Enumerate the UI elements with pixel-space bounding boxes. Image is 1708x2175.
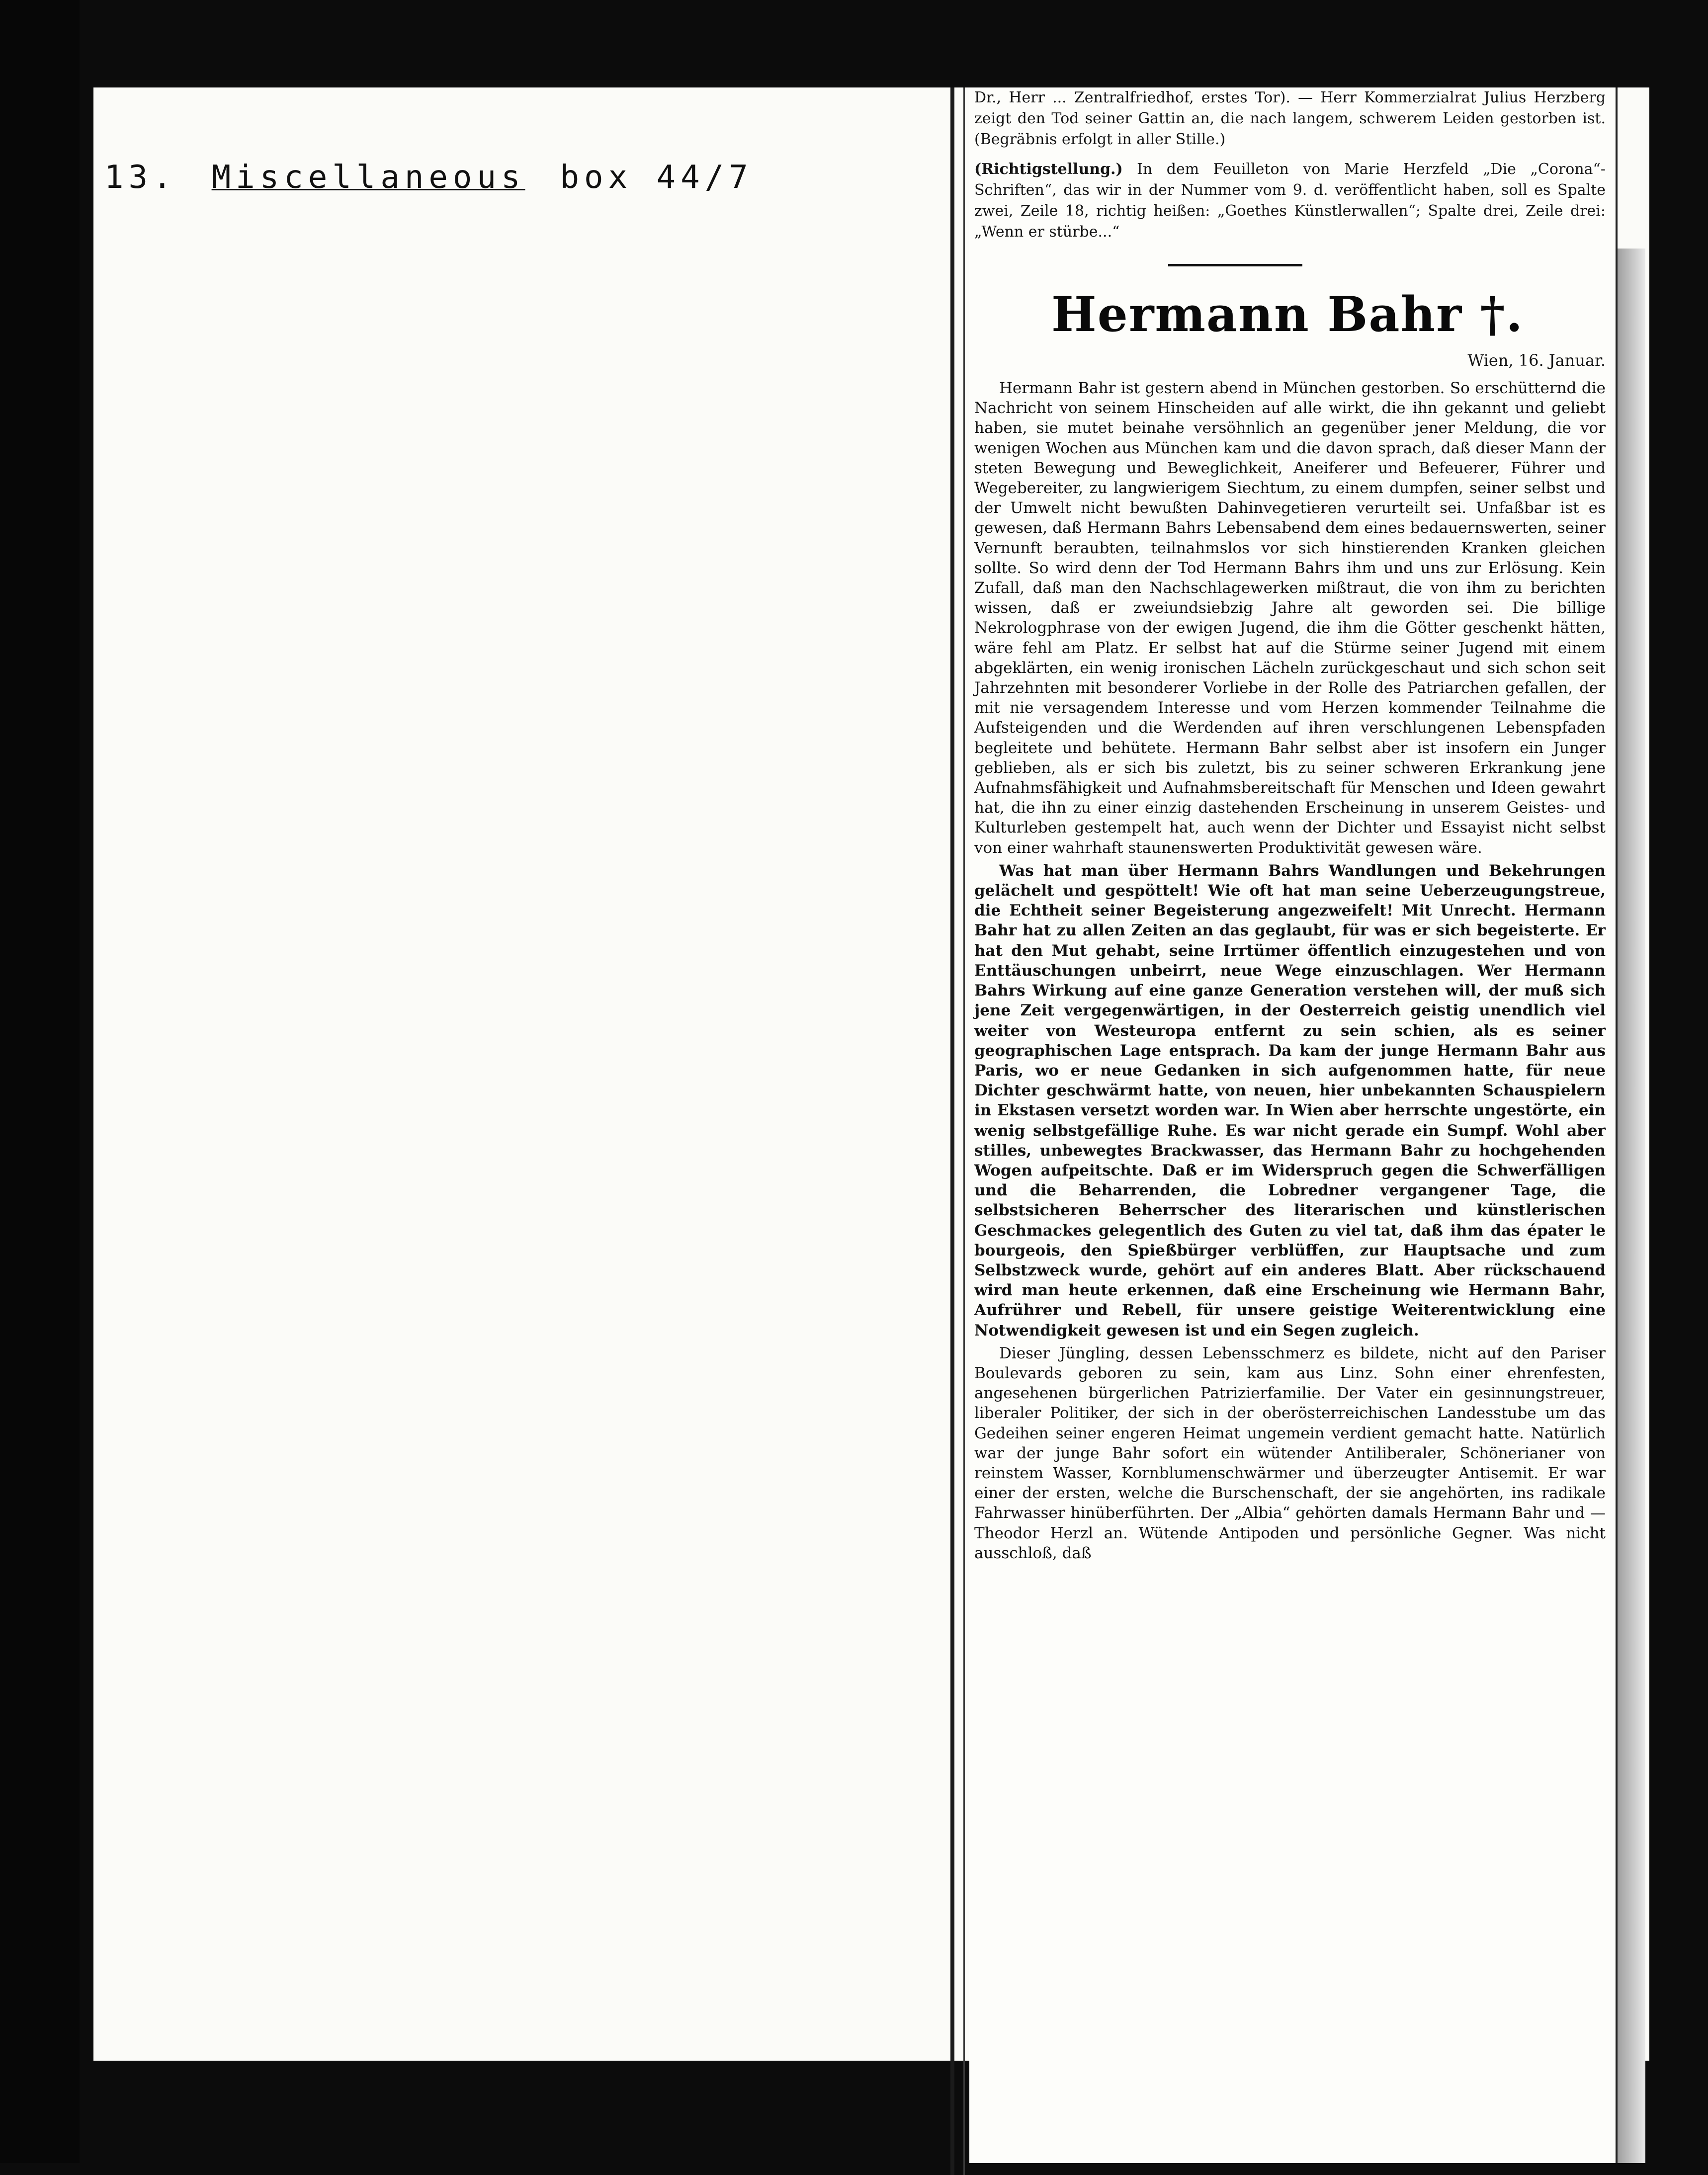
article-paragraph: Hermann Bahr ist gestern abend in München gestorben. So erschütternd die Nachricht von seinem Hinscheiden auf alle wirkt, die ihn gekannt und geliebt haben, sie mutet beinahe versöhnlich an gegenüber jener Meldung, die vor wenigen Wochen aus München kam und die davon sprach, daß dieser Mann der steten Bewegung und Beweglichkeit, Aneiferer und Befeuerer, Führer und Wegebereiter, zu langwierigem Siechtum, zu einem dumpfen, seiner selbst und der Umwelt nicht bewußten Dahinvegetieren verurteilt sei. Unfaßbar ist es gewesen, daß Hermann Bahrs Lebensabend dem eines bedauernswerten, seiner Vernunft beraubten, teilnahmslos vor sich hinstierenden Kranken gleichen sollte. So wird denn der Tod Hermann Bahrs ihm und uns zur Erlösung. Kein Zufall, daß man den Nachschlagewerken mißtraut, die von ihm zu berichten wissen, daß er zweiundsiebzig Jahre alt geworden sei. Die billige Nekrologphrase von der ewigen Jugend, die ihm die Götter geschenkt hätten, wäre fehl am Platz. Er selbst hat auf die Stürme seiner Jugend mit einem abgeklärten, ein wenig ironischen Lächeln zurückgeschaut und sich schon seit Jahrzehnten mit besonderer Vorliebe in der Rolle des Patriarchen gefallen, der mit nie versagendem Interesse und vom Herzen kommender Teilnahme die Aufsteigenden und die Werdenden auf ihren verschlungenen Lebenspfaden begleitete und behütete. Hermann Bahr selbst aber ist insofern ein Junger geblieben, als er sich bis zuletzt, bis zu seiner schweren Erkrankung jene Aufnahmsfähigkeit und Aufnahmsbereitschaft für Menschen und Ideen gewahrt hat, die ihn zu einer einzig dastehenden Erscheinung in unserem Geistes- und Kulturleben gestempelt hat, auch wenn der Dichter und Essayist nicht selbst von einer wahrhaft staunenswerten Produktivität gewesen wäre. bbox=[974, 379, 1606, 857]
article-headline: Hermann Bahr †. bbox=[1051, 286, 1524, 342]
scan-border bbox=[0, 0, 80, 2163]
top-notices bbox=[974, 87, 1606, 246]
death-notice-partial: Dr., Herr ... Zentralfriedhof, erstes Tor). — Herr Kommerzialrat Julius Herzberg zeigt den Tod seiner Gattin an, die nach langem, schwerem Leiden gestorben ist. (Begräbnis erfolgt in aller Stille.) bbox=[974, 89, 1606, 148]
newspaper-clipping bbox=[969, 87, 1618, 2163]
box-number: box 44/7 bbox=[560, 159, 753, 196]
article-dateline: Wien, 16. Januar. bbox=[1467, 351, 1606, 370]
article-paragraph: Was hat man über Hermann Bahrs Wandlungen und Bekehrungen gelächelt und gespöttelt! Wie oft hat man seine Ueberzeugungstreue, die Echtheit seiner Begeisterung angezweifelt! Mit Unrecht. Hermann Bahr hat zu allen Zeiten an das geglaubt, für was er sich begeisterte. Er hat den Mut gehabt, seine Irrtümer öffentlich einzugestehen und von Enttäuschungen unbeirrt, neue Wege einzuschlagen. Wer Hermann Bahrs Wirkung auf eine ganze Generation verstehen will, der muß sich jene Zeit vergegenwärtigen, in der Oesterreich geistig unendlich viel weiter von Westeuropa entfernt zu sein schien, als es seiner geographischen Lage entsprach. Da kam der junge Hermann Bahr aus Paris, wo er neue Gedanken in sich aufgenommen hatte, für neue Dichter geschwärmt hatte, von neuen, hier unbekannten Schauspielern in Ekstasen versetzt worden war. In Wien aber herrschte ungestörte, ein wenig selbstgefällige Ruhe. Es war nicht gerade ein Sumpf. Wohl aber stilles, unbewegtes Brackwasser, das Hermann Bahr zu hochgehenden Wogen aufpeitschte. Daß er im Widerspruch gegen die Schwerfälligen und die Beharrenden, die Lobredner vergangener Tage, die selbstsicheren Beherrscher des literarischen und künstlerischen Geschmackes gelegentlich des Guten zu viel tat, daß ihm das épater le bourgeois, den Spießbürger verblüffen, zur Hauptsache und zum Selbstzweck wurde, gehört auf ein anderes Blatt. Aber rückschauend wird man heute erkennen, daß eine Erscheinung wie Hermann Bahr, Aufrührer und Rebell, für unsere geistige Weiterentwicklung eine Notwendigkeit gewesen ist und ein Segen zugleich. bbox=[974, 861, 1606, 1339]
correction-text: In dem Feuilleton von Marie Herzfeld „Die „Corona“-Schriften“, das wir in der Nummer vom 9. d. veröffentlicht haben, soll es Spalte zwei, Zeile 18, richtig heißen: „Goethes Künstlerwallen“; Spalte drei, Zeile drei: „Wenn er stürbe...“ bbox=[974, 161, 1606, 241]
section-divider bbox=[1168, 264, 1302, 266]
page-fold-line-secondary bbox=[963, 87, 965, 2175]
article-body bbox=[974, 378, 1606, 1566]
page-fold-line bbox=[950, 87, 954, 2175]
correction-label: (Richtigstellung.) bbox=[974, 161, 1123, 178]
folder-header bbox=[104, 159, 788, 196]
folder-number: 13. bbox=[104, 159, 177, 196]
correction-notice bbox=[974, 159, 1606, 243]
folder-category: Miscellaneous bbox=[211, 159, 525, 196]
article-paragraph: Dieser Jüngling, dessen Lebensschmerz es bildete, nicht auf den Pariser Boulevards geboren zu sein, kam aus Linz. Sohn einer ehrenfesten, angesehenen bürgerlichen Patrizierfamilie. Der Vater ein gesinnungstreuer, liberaler Politiker, der sich in der oberösterreichischen Landesstube um das Gedeihen seiner engeren Heimat ungemein verdient gemacht hatte. Natürlich war der junge Bahr sofort ein wütender Antiliberaler, Schönerianer von reinstem Wasser, Kornblumenschwärmer und überzeugter Antisemit. Er war einer der ersten, welche die Burschenschaft, der sie angehörten, ins radikale Fahrwasser hinüberführten. Der „Albia“ gehörten damals Hermann Bahr und — Theodor Herzl an. Wütende Antipoden und persönliche Gegner. Was nicht ausschloß, daß bbox=[974, 1344, 1606, 1562]
clipping-shadow bbox=[1616, 249, 1645, 2163]
